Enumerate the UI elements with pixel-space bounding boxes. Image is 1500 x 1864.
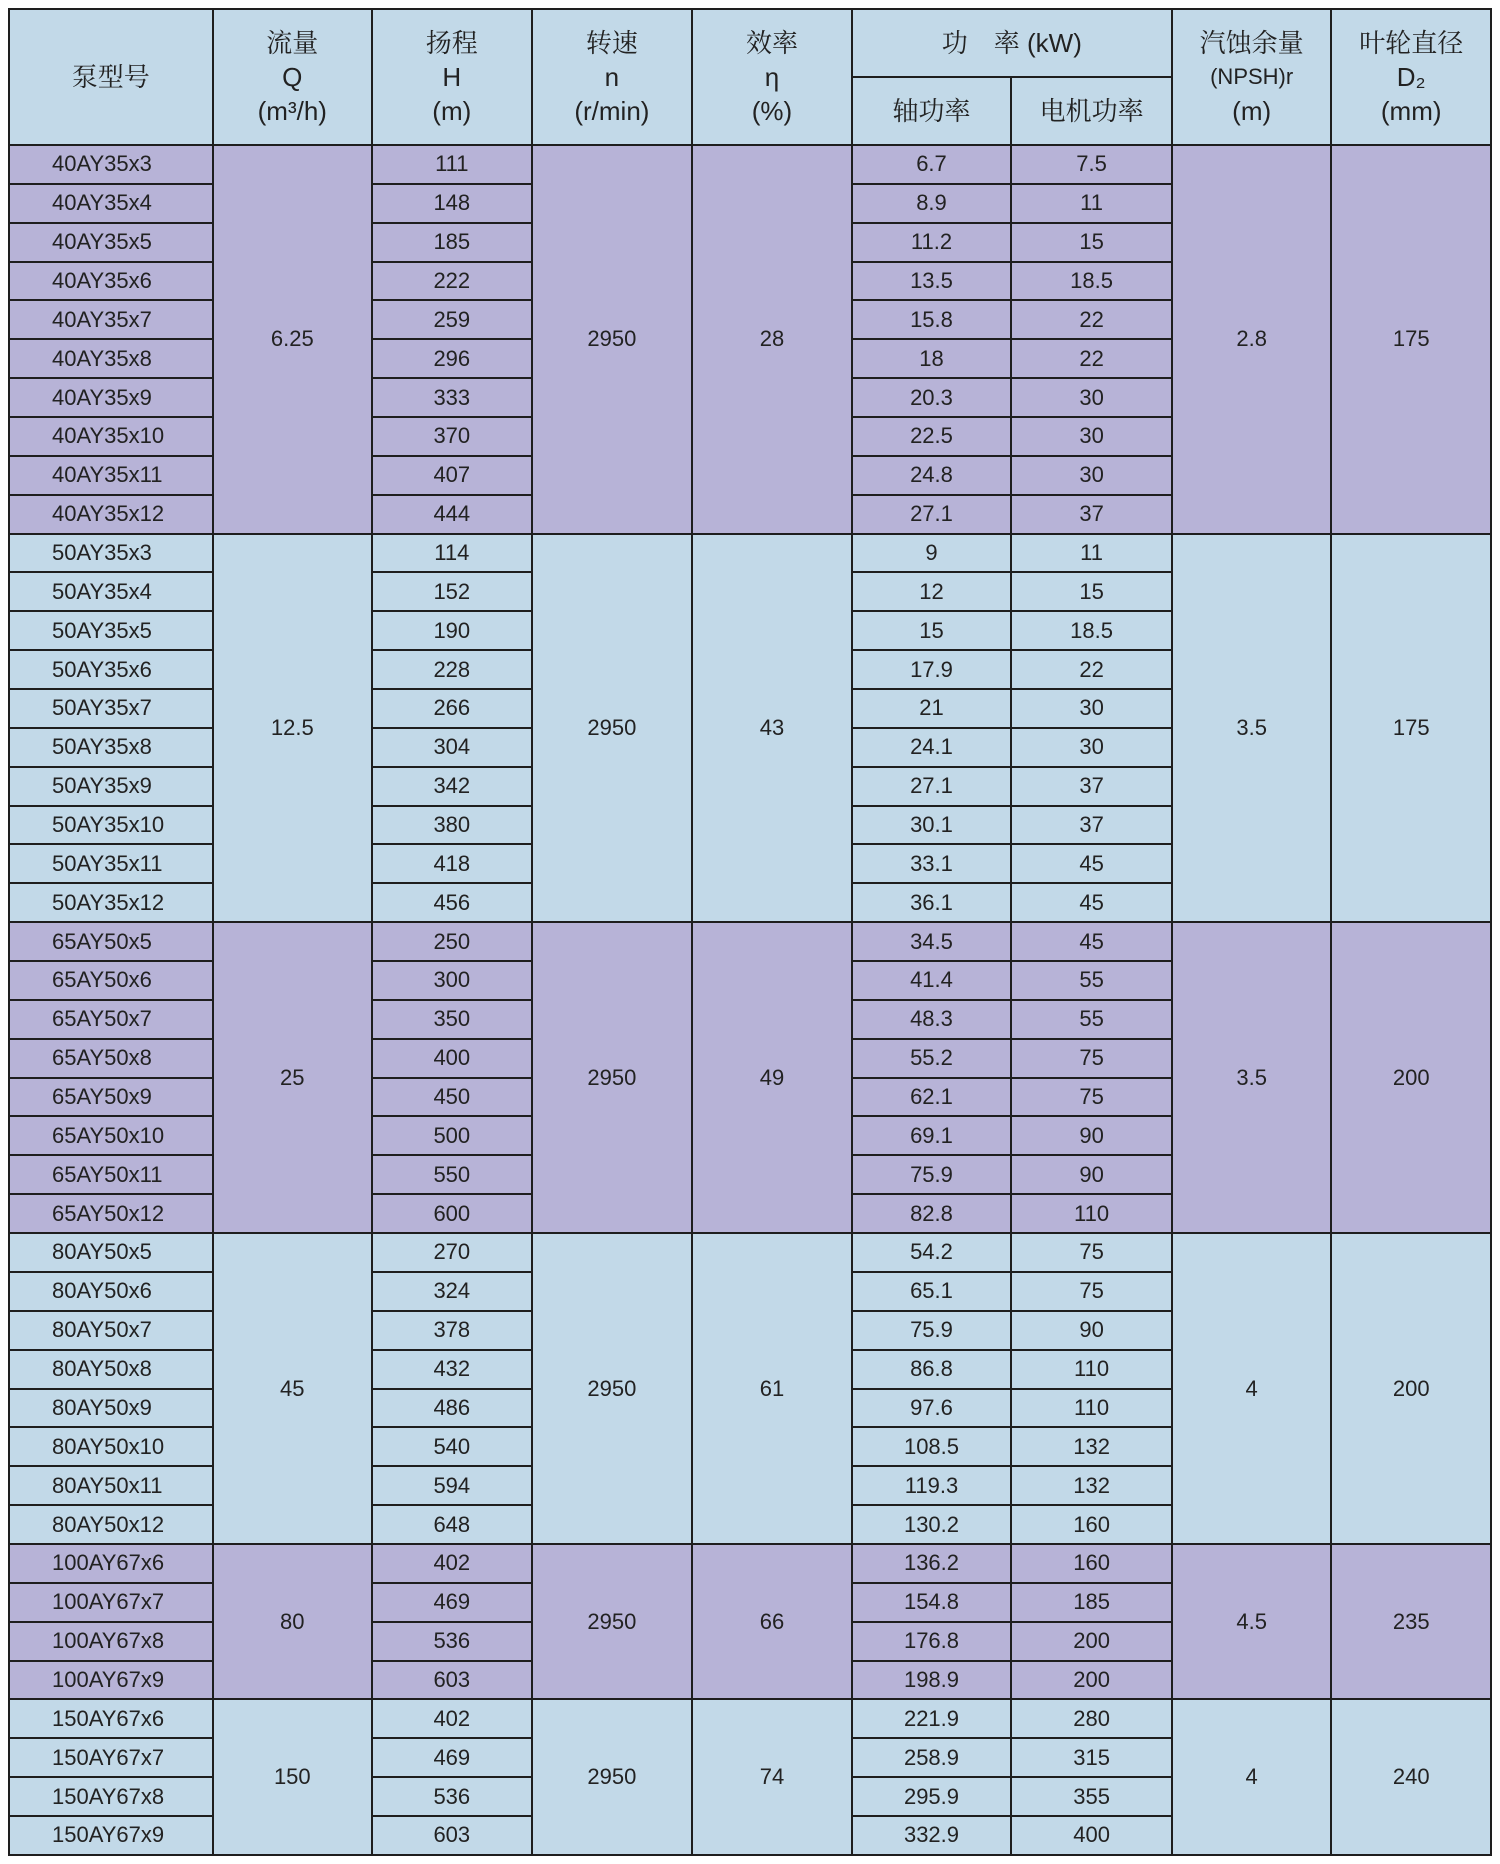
cell-motor-power: 110 xyxy=(1011,1389,1172,1428)
cell-shaft-power: 6.7 xyxy=(852,145,1012,184)
cell-motor-power: 30 xyxy=(1011,728,1172,767)
table-header xyxy=(9,9,1491,145)
cell-motor-power: 37 xyxy=(1011,495,1172,534)
table-row xyxy=(9,922,1491,961)
cell-motor-power: 11 xyxy=(1011,184,1172,223)
cell-model: 65AY50x8 xyxy=(9,1039,213,1078)
cell-npsh: 4 xyxy=(1172,1699,1332,1855)
cell-shaft-power: 332.9 xyxy=(852,1816,1012,1855)
header-model: 泵型号 xyxy=(9,9,213,145)
cell-shaft-power: 24.1 xyxy=(852,728,1012,767)
cell-flow: 12.5 xyxy=(213,534,373,923)
cell-motor-power: 18.5 xyxy=(1011,262,1172,301)
cell-model: 80AY50x11 xyxy=(9,1466,213,1505)
header-speed-symbol: n xyxy=(604,62,620,92)
cell-head: 418 xyxy=(372,844,532,883)
cell-impeller: 175 xyxy=(1331,145,1491,534)
cell-head: 296 xyxy=(372,339,532,378)
cell-head: 603 xyxy=(372,1816,532,1855)
cell-head: 500 xyxy=(372,1116,532,1155)
cell-model: 50AY35x5 xyxy=(9,611,213,650)
cell-model: 100AY67x7 xyxy=(9,1583,213,1622)
cell-model: 40AY35x6 xyxy=(9,262,213,301)
cell-model: 40AY35x7 xyxy=(9,300,213,339)
cell-model: 65AY50x12 xyxy=(9,1194,213,1233)
cell-shaft-power: 221.9 xyxy=(852,1699,1012,1738)
header-npsh-name: 汽蚀余量 xyxy=(1199,28,1304,58)
cell-model: 50AY35x3 xyxy=(9,534,213,573)
cell-speed: 2950 xyxy=(532,1544,693,1699)
cell-head: 270 xyxy=(372,1233,532,1272)
cell-shaft-power: 54.2 xyxy=(852,1233,1012,1272)
cell-model: 80AY50x8 xyxy=(9,1350,213,1389)
cell-head: 222 xyxy=(372,262,532,301)
table-row xyxy=(9,1544,1491,1583)
cell-motor-power: 37 xyxy=(1011,767,1172,806)
cell-motor-power: 280 xyxy=(1011,1699,1172,1738)
header-impeller-symbol: D₂ xyxy=(1396,62,1426,92)
cell-model: 40AY35x4 xyxy=(9,184,213,223)
cell-shaft-power: 65.1 xyxy=(852,1272,1012,1311)
cell-model: 80AY50x7 xyxy=(9,1311,213,1350)
cell-head: 648 xyxy=(372,1505,532,1544)
cell-model: 50AY35x8 xyxy=(9,728,213,767)
cell-speed: 2950 xyxy=(532,534,693,923)
cell-head: 342 xyxy=(372,767,532,806)
cell-head: 250 xyxy=(372,922,532,961)
cell-shaft-power: 30.1 xyxy=(852,806,1012,845)
cell-flow: 25 xyxy=(213,922,373,1233)
header-speed xyxy=(532,9,693,145)
cell-model: 150AY67x8 xyxy=(9,1777,213,1816)
header-impeller-unit: (mm) xyxy=(1380,96,1442,126)
cell-model: 100AY67x6 xyxy=(9,1544,213,1583)
header-speed-unit: (r/min) xyxy=(574,96,650,126)
cell-shaft-power: 27.1 xyxy=(852,767,1012,806)
cell-head: 402 xyxy=(372,1544,532,1583)
cell-motor-power: 315 xyxy=(1011,1738,1172,1777)
cell-efficiency: 61 xyxy=(692,1233,852,1544)
cell-model: 40AY35x5 xyxy=(9,223,213,262)
cell-motor-power: 200 xyxy=(1011,1661,1172,1700)
cell-shaft-power: 22.5 xyxy=(852,417,1012,456)
cell-model: 50AY35x7 xyxy=(9,689,213,728)
cell-motor-power: 30 xyxy=(1011,689,1172,728)
cell-head: 594 xyxy=(372,1466,532,1505)
cell-head: 600 xyxy=(372,1194,532,1233)
cell-motor-power: 45 xyxy=(1011,922,1172,961)
cell-head: 432 xyxy=(372,1350,532,1389)
cell-head: 259 xyxy=(372,300,532,339)
cell-shaft-power: 97.6 xyxy=(852,1389,1012,1428)
cell-model: 50AY35x6 xyxy=(9,650,213,689)
cell-npsh: 3.5 xyxy=(1172,922,1332,1233)
cell-model: 65AY50x9 xyxy=(9,1078,213,1117)
cell-head: 304 xyxy=(372,728,532,767)
cell-shaft-power: 69.1 xyxy=(852,1116,1012,1155)
cell-head: 380 xyxy=(372,806,532,845)
table-body xyxy=(9,145,1491,1855)
header-impeller-name: 叶轮直径 xyxy=(1359,28,1464,58)
header-impeller xyxy=(1331,9,1491,145)
cell-shaft-power: 48.3 xyxy=(852,1000,1012,1039)
cell-motor-power: 75 xyxy=(1011,1233,1172,1272)
cell-head: 550 xyxy=(372,1155,532,1194)
cell-head: 536 xyxy=(372,1622,532,1661)
cell-model: 50AY35x12 xyxy=(9,883,213,922)
cell-impeller: 200 xyxy=(1331,922,1491,1233)
cell-impeller: 200 xyxy=(1331,1233,1491,1544)
cell-model: 80AY50x9 xyxy=(9,1389,213,1428)
cell-model: 65AY50x6 xyxy=(9,961,213,1000)
cell-model: 50AY35x9 xyxy=(9,767,213,806)
cell-head: 300 xyxy=(372,961,532,1000)
cell-motor-power: 11 xyxy=(1011,534,1172,573)
header-npsh-unit: (m) xyxy=(1232,96,1272,126)
cell-model: 80AY50x5 xyxy=(9,1233,213,1272)
cell-flow: 80 xyxy=(213,1544,373,1699)
cell-shaft-power: 15.8 xyxy=(852,300,1012,339)
cell-model: 50AY35x10 xyxy=(9,806,213,845)
cell-head: 486 xyxy=(372,1389,532,1428)
cell-motor-power: 30 xyxy=(1011,456,1172,495)
cell-shaft-power: 17.9 xyxy=(852,650,1012,689)
table-row xyxy=(9,534,1491,573)
table-row xyxy=(9,1233,1491,1272)
cell-model: 65AY50x11 xyxy=(9,1155,213,1194)
cell-model: 40AY35x11 xyxy=(9,456,213,495)
cell-motor-power: 90 xyxy=(1011,1311,1172,1350)
cell-motor-power: 55 xyxy=(1011,1000,1172,1039)
cell-shaft-power: 24.8 xyxy=(852,456,1012,495)
cell-head: 350 xyxy=(372,1000,532,1039)
cell-motor-power: 160 xyxy=(1011,1544,1172,1583)
cell-shaft-power: 82.8 xyxy=(852,1194,1012,1233)
cell-flow: 45 xyxy=(213,1233,373,1544)
cell-motor-power: 22 xyxy=(1011,650,1172,689)
cell-npsh: 2.8 xyxy=(1172,145,1332,534)
cell-shaft-power: 55.2 xyxy=(852,1039,1012,1078)
cell-head: 540 xyxy=(372,1427,532,1466)
cell-motor-power: 200 xyxy=(1011,1622,1172,1661)
cell-model: 100AY67x8 xyxy=(9,1622,213,1661)
cell-model: 80AY50x6 xyxy=(9,1272,213,1311)
header-power-name: 功 率 (kW) xyxy=(941,28,1082,58)
cell-head: 603 xyxy=(372,1661,532,1700)
header-head-name: 扬程 xyxy=(425,28,478,58)
cell-shaft-power: 295.9 xyxy=(852,1777,1012,1816)
cell-motor-power: 75 xyxy=(1011,1272,1172,1311)
header-head xyxy=(372,9,532,145)
cell-motor-power: 355 xyxy=(1011,1777,1172,1816)
cell-npsh: 4 xyxy=(1172,1233,1332,1544)
cell-motor-power: 75 xyxy=(1011,1078,1172,1117)
cell-npsh: 4.5 xyxy=(1172,1544,1332,1699)
cell-head: 536 xyxy=(372,1777,532,1816)
cell-shaft-power: 11.2 xyxy=(852,223,1012,262)
cell-motor-power: 7.5 xyxy=(1011,145,1172,184)
cell-head: 114 xyxy=(372,534,532,573)
cell-shaft-power: 62.1 xyxy=(852,1078,1012,1117)
cell-motor-power: 110 xyxy=(1011,1350,1172,1389)
cell-motor-power: 110 xyxy=(1011,1194,1172,1233)
cell-head: 152 xyxy=(372,572,532,611)
cell-model: 80AY50x12 xyxy=(9,1505,213,1544)
cell-model: 150AY67x6 xyxy=(9,1699,213,1738)
cell-head: 148 xyxy=(372,184,532,223)
cell-model: 80AY50x10 xyxy=(9,1427,213,1466)
cell-speed: 2950 xyxy=(532,922,693,1233)
cell-shaft-power: 154.8 xyxy=(852,1583,1012,1622)
cell-head: 469 xyxy=(372,1583,532,1622)
cell-motor-power: 30 xyxy=(1011,417,1172,456)
cell-head: 324 xyxy=(372,1272,532,1311)
table-row xyxy=(9,145,1491,184)
cell-shaft-power: 75.9 xyxy=(852,1155,1012,1194)
header-efficiency-name: 效率 xyxy=(745,28,798,58)
cell-shaft-power: 20.3 xyxy=(852,378,1012,417)
header-flow-unit: (m³/h) xyxy=(257,96,327,126)
cell-head: 370 xyxy=(372,417,532,456)
cell-model: 100AY67x9 xyxy=(9,1661,213,1700)
cell-motor-power: 18.5 xyxy=(1011,611,1172,650)
header-flow-name: 流量 xyxy=(266,28,319,58)
cell-model: 150AY67x7 xyxy=(9,1738,213,1777)
header-motor-power: 电机功率 xyxy=(1011,77,1172,145)
header-head-symbol: H xyxy=(442,62,462,92)
cell-head: 228 xyxy=(372,650,532,689)
cell-model: 40AY35x10 xyxy=(9,417,213,456)
cell-model: 50AY35x11 xyxy=(9,844,213,883)
cell-npsh: 3.5 xyxy=(1172,534,1332,923)
cell-motor-power: 132 xyxy=(1011,1466,1172,1505)
cell-motor-power: 15 xyxy=(1011,572,1172,611)
cell-shaft-power: 75.9 xyxy=(852,1311,1012,1350)
cell-impeller: 175 xyxy=(1331,534,1491,923)
cell-shaft-power: 9 xyxy=(852,534,1012,573)
pump-spec-table xyxy=(8,8,1492,1856)
cell-head: 407 xyxy=(372,456,532,495)
cell-motor-power: 90 xyxy=(1011,1155,1172,1194)
cell-motor-power: 185 xyxy=(1011,1583,1172,1622)
cell-head: 190 xyxy=(372,611,532,650)
cell-model: 65AY50x7 xyxy=(9,1000,213,1039)
cell-shaft-power: 34.5 xyxy=(852,922,1012,961)
cell-shaft-power: 15 xyxy=(852,611,1012,650)
cell-shaft-power: 176.8 xyxy=(852,1622,1012,1661)
cell-motor-power: 90 xyxy=(1011,1116,1172,1155)
cell-shaft-power: 36.1 xyxy=(852,883,1012,922)
header-efficiency-symbol: η xyxy=(764,62,780,92)
cell-motor-power: 55 xyxy=(1011,961,1172,1000)
cell-model: 150AY67x9 xyxy=(9,1816,213,1855)
cell-model: 40AY35x12 xyxy=(9,495,213,534)
header-power xyxy=(852,9,1172,77)
cell-motor-power: 75 xyxy=(1011,1039,1172,1078)
cell-head: 111 xyxy=(372,145,532,184)
cell-shaft-power: 21 xyxy=(852,689,1012,728)
cell-shaft-power: 8.9 xyxy=(852,184,1012,223)
cell-head: 469 xyxy=(372,1738,532,1777)
cell-shaft-power: 13.5 xyxy=(852,262,1012,301)
cell-head: 450 xyxy=(372,1078,532,1117)
table-row xyxy=(9,1699,1491,1738)
cell-head: 402 xyxy=(372,1699,532,1738)
cell-model: 40AY35x8 xyxy=(9,339,213,378)
header-speed-name: 转速 xyxy=(585,28,638,58)
cell-shaft-power: 108.5 xyxy=(852,1427,1012,1466)
cell-head: 185 xyxy=(372,223,532,262)
cell-speed: 2950 xyxy=(532,1699,693,1855)
cell-motor-power: 132 xyxy=(1011,1427,1172,1466)
cell-shaft-power: 119.3 xyxy=(852,1466,1012,1505)
cell-head: 266 xyxy=(372,689,532,728)
cell-efficiency: 49 xyxy=(692,922,852,1233)
cell-motor-power: 45 xyxy=(1011,844,1172,883)
cell-model: 65AY50x10 xyxy=(9,1116,213,1155)
cell-shaft-power: 130.2 xyxy=(852,1505,1012,1544)
header-efficiency xyxy=(692,9,852,145)
cell-efficiency: 66 xyxy=(692,1544,852,1699)
cell-head: 456 xyxy=(372,883,532,922)
header-efficiency-unit: (%) xyxy=(751,96,793,126)
header-flow-symbol: Q xyxy=(282,62,303,92)
cell-speed: 2950 xyxy=(532,145,693,534)
header-head-unit: (m) xyxy=(432,96,472,126)
cell-impeller: 235 xyxy=(1331,1544,1491,1699)
cell-shaft-power: 258.9 xyxy=(852,1738,1012,1777)
cell-motor-power: 15 xyxy=(1011,223,1172,262)
cell-shaft-power: 198.9 xyxy=(852,1661,1012,1700)
cell-motor-power: 160 xyxy=(1011,1505,1172,1544)
cell-motor-power: 30 xyxy=(1011,378,1172,417)
cell-flow: 150 xyxy=(213,1699,373,1855)
cell-speed: 2950 xyxy=(532,1233,693,1544)
cell-head: 378 xyxy=(372,1311,532,1350)
cell-shaft-power: 18 xyxy=(852,339,1012,378)
header-flow xyxy=(213,9,373,145)
cell-shaft-power: 33.1 xyxy=(852,844,1012,883)
header-npsh xyxy=(1172,9,1332,145)
cell-model: 40AY35x3 xyxy=(9,145,213,184)
cell-motor-power: 400 xyxy=(1011,1816,1172,1855)
cell-shaft-power: 86.8 xyxy=(852,1350,1012,1389)
cell-head: 400 xyxy=(372,1039,532,1078)
cell-efficiency: 28 xyxy=(692,145,852,534)
cell-efficiency: 43 xyxy=(692,534,852,923)
cell-head: 333 xyxy=(372,378,532,417)
cell-motor-power: 22 xyxy=(1011,300,1172,339)
cell-model: 65AY50x5 xyxy=(9,922,213,961)
cell-model: 50AY35x4 xyxy=(9,572,213,611)
cell-flow: 6.25 xyxy=(213,145,373,534)
cell-head: 444 xyxy=(372,495,532,534)
header-shaft-power: 轴功率 xyxy=(852,77,1012,145)
cell-shaft-power: 12 xyxy=(852,572,1012,611)
cell-motor-power: 45 xyxy=(1011,883,1172,922)
cell-efficiency: 74 xyxy=(692,1699,852,1855)
cell-shaft-power: 27.1 xyxy=(852,495,1012,534)
cell-shaft-power: 136.2 xyxy=(852,1544,1012,1583)
cell-shaft-power: 41.4 xyxy=(852,961,1012,1000)
cell-model: 40AY35x9 xyxy=(9,378,213,417)
header-npsh-symbol: (NPSH)r xyxy=(1210,64,1294,89)
cell-motor-power: 22 xyxy=(1011,339,1172,378)
cell-motor-power: 37 xyxy=(1011,806,1172,845)
cell-impeller: 240 xyxy=(1331,1699,1491,1855)
